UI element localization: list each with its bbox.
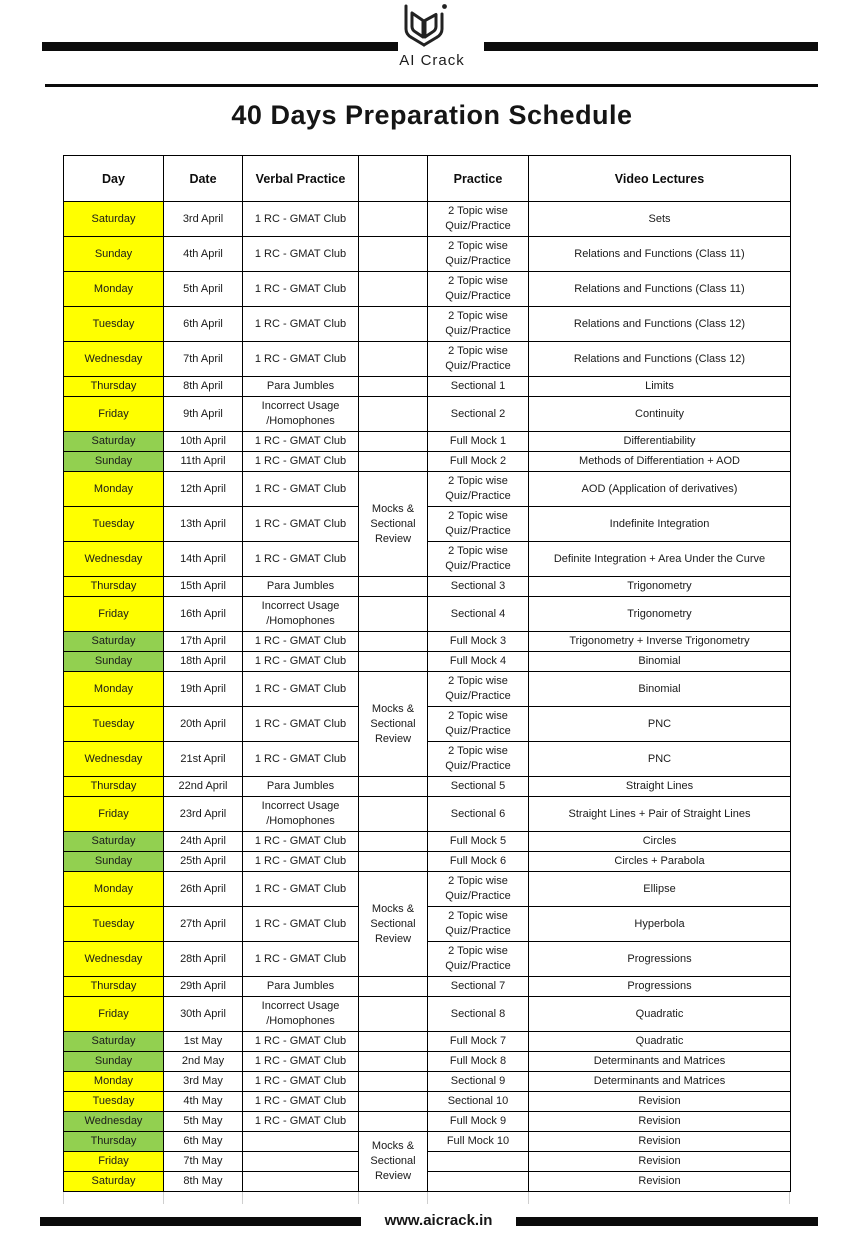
table-row bbox=[64, 652, 791, 672]
video-cell: Quadratic bbox=[529, 997, 791, 1032]
day-cell: Saturday bbox=[64, 1032, 164, 1052]
verbal-cell: 1 RC - GMAT Club bbox=[243, 432, 359, 452]
date-cell: 29th April bbox=[164, 977, 243, 997]
day-cell: Thursday bbox=[64, 377, 164, 397]
mocks-cell bbox=[359, 577, 428, 597]
column-header-practice: Practice bbox=[428, 156, 529, 202]
mocks-cell bbox=[359, 1052, 428, 1072]
video-cell: Indefinite Integration bbox=[529, 507, 791, 542]
mocks-cell bbox=[359, 632, 428, 652]
day-cell: Friday bbox=[64, 397, 164, 432]
practice-cell: Full Mock 10 bbox=[428, 1132, 529, 1152]
video-cell: Differentiability bbox=[529, 432, 791, 452]
mocks-cell bbox=[359, 377, 428, 397]
day-cell: Friday bbox=[64, 597, 164, 632]
video-cell: Straight Lines bbox=[529, 777, 791, 797]
practice-cell bbox=[428, 1152, 529, 1172]
day-cell: Tuesday bbox=[64, 1092, 164, 1112]
date-cell: 5th April bbox=[164, 272, 243, 307]
video-cell: Revision bbox=[529, 1132, 791, 1152]
mocks-cell bbox=[359, 977, 428, 997]
date-cell: 22nd April bbox=[164, 777, 243, 797]
date-cell: 21st April bbox=[164, 742, 243, 777]
video-cell: AOD (Application of derivatives) bbox=[529, 472, 791, 507]
table-row bbox=[64, 1172, 791, 1192]
verbal-cell: 1 RC - GMAT Club bbox=[243, 1112, 359, 1132]
mocks-cell bbox=[359, 237, 428, 272]
verbal-cell: Para Jumbles bbox=[243, 577, 359, 597]
video-cell: Trigonometry + Inverse Trigonometry bbox=[529, 632, 791, 652]
verbal-cell bbox=[243, 1152, 359, 1172]
day-cell: Monday bbox=[64, 672, 164, 707]
table-row bbox=[64, 832, 791, 852]
mocks-cell bbox=[359, 997, 428, 1032]
verbal-cell bbox=[243, 1132, 359, 1152]
video-cell: Hyperbola bbox=[529, 907, 791, 942]
day-cell: Saturday bbox=[64, 632, 164, 652]
table-row bbox=[64, 1052, 791, 1072]
table-row bbox=[64, 202, 791, 237]
date-cell: 30th April bbox=[164, 997, 243, 1032]
table-row bbox=[64, 907, 791, 942]
open-book-logo-icon bbox=[398, 3, 450, 47]
table-row bbox=[64, 577, 791, 597]
date-cell: 6th May bbox=[164, 1132, 243, 1152]
table-row bbox=[64, 777, 791, 797]
table-header-row bbox=[64, 156, 791, 202]
verbal-cell: 1 RC - GMAT Club bbox=[243, 707, 359, 742]
day-cell: Wednesday bbox=[64, 742, 164, 777]
date-cell: 1st May bbox=[164, 1032, 243, 1052]
schedule-table-wrap bbox=[63, 155, 791, 1204]
verbal-cell: 1 RC - GMAT Club bbox=[243, 507, 359, 542]
verbal-cell bbox=[243, 1172, 359, 1192]
video-cell: PNC bbox=[529, 707, 791, 742]
header-rule bbox=[45, 84, 818, 87]
table-row bbox=[64, 707, 791, 742]
table-row bbox=[64, 1112, 791, 1132]
video-cell: PNC bbox=[529, 742, 791, 777]
day-cell: Tuesday bbox=[64, 507, 164, 542]
day-cell: Friday bbox=[64, 797, 164, 832]
mocks-cell: Mocks & Sectional Review bbox=[359, 1132, 428, 1192]
table-row bbox=[64, 1132, 791, 1152]
day-cell: Sunday bbox=[64, 452, 164, 472]
mocks-cell bbox=[359, 432, 428, 452]
verbal-cell: 1 RC - GMAT Club bbox=[243, 852, 359, 872]
day-cell: Friday bbox=[64, 997, 164, 1032]
header-bar-left bbox=[42, 42, 398, 51]
day-cell: Thursday bbox=[64, 577, 164, 597]
table-row bbox=[64, 452, 791, 472]
date-cell: 11th April bbox=[164, 452, 243, 472]
table-row bbox=[64, 472, 791, 507]
verbal-cell: 1 RC - GMAT Club bbox=[243, 672, 359, 707]
practice-cell: Full Mock 3 bbox=[428, 632, 529, 652]
verbal-cell: 1 RC - GMAT Club bbox=[243, 632, 359, 652]
video-cell: Relations and Functions (Class 11) bbox=[529, 272, 791, 307]
table-row bbox=[64, 1032, 791, 1052]
day-cell: Saturday bbox=[64, 1172, 164, 1192]
day-cell: Tuesday bbox=[64, 307, 164, 342]
video-cell: Binomial bbox=[529, 652, 791, 672]
practice-cell: Full Mock 9 bbox=[428, 1112, 529, 1132]
table-row bbox=[64, 377, 791, 397]
table-row bbox=[64, 797, 791, 832]
video-cell: Relations and Functions (Class 12) bbox=[529, 342, 791, 377]
day-cell: Wednesday bbox=[64, 1112, 164, 1132]
verbal-cell: 1 RC - GMAT Club bbox=[243, 1032, 359, 1052]
practice-cell: Sectional 7 bbox=[428, 977, 529, 997]
practice-cell: 2 Topic wise Quiz/Practice bbox=[428, 907, 529, 942]
video-cell: Methods of Differentiation + AOD bbox=[529, 452, 791, 472]
date-cell: 8th May bbox=[164, 1172, 243, 1192]
verbal-cell: 1 RC - GMAT Club bbox=[243, 472, 359, 507]
mocks-cell: Mocks & Sectional Review bbox=[359, 472, 428, 577]
column-header-date: Date bbox=[164, 156, 243, 202]
verbal-cell: 1 RC - GMAT Club bbox=[243, 452, 359, 472]
video-cell: Determinants and Matrices bbox=[529, 1072, 791, 1092]
date-cell: 20th April bbox=[164, 707, 243, 742]
practice-cell: 2 Topic wise Quiz/Practice bbox=[428, 342, 529, 377]
mocks-cell bbox=[359, 797, 428, 832]
day-cell: Monday bbox=[64, 272, 164, 307]
mocks-cell bbox=[359, 307, 428, 342]
date-cell: 7th April bbox=[164, 342, 243, 377]
mocks-cell bbox=[359, 777, 428, 797]
mocks-cell bbox=[359, 272, 428, 307]
verbal-cell: Para Jumbles bbox=[243, 777, 359, 797]
video-cell: Ellipse bbox=[529, 872, 791, 907]
header-bar-right bbox=[484, 42, 818, 51]
date-cell: 17th April bbox=[164, 632, 243, 652]
date-cell: 7th May bbox=[164, 1152, 243, 1172]
mocks-cell bbox=[359, 1072, 428, 1092]
mocks-cell bbox=[359, 202, 428, 237]
practice-cell: Sectional 5 bbox=[428, 777, 529, 797]
practice-cell: Full Mock 6 bbox=[428, 852, 529, 872]
ghost-gridline-row bbox=[63, 1192, 790, 1204]
day-cell: Sunday bbox=[64, 1052, 164, 1072]
table-row bbox=[64, 942, 791, 977]
practice-cell: Sectional 4 bbox=[428, 597, 529, 632]
video-cell: Determinants and Matrices bbox=[529, 1052, 791, 1072]
practice-cell: 2 Topic wise Quiz/Practice bbox=[428, 672, 529, 707]
mocks-cell bbox=[359, 342, 428, 377]
video-cell: Continuity bbox=[529, 397, 791, 432]
practice-cell: Full Mock 7 bbox=[428, 1032, 529, 1052]
schedule-table bbox=[63, 155, 791, 1192]
day-cell: Sunday bbox=[64, 237, 164, 272]
mocks-cell: Mocks & Sectional Review bbox=[359, 672, 428, 777]
day-cell: Monday bbox=[64, 472, 164, 507]
verbal-cell: Para Jumbles bbox=[243, 377, 359, 397]
column-header-verbal: Verbal Practice bbox=[243, 156, 359, 202]
table-row bbox=[64, 397, 791, 432]
day-cell: Tuesday bbox=[64, 907, 164, 942]
verbal-cell: 1 RC - GMAT Club bbox=[243, 942, 359, 977]
date-cell: 27th April bbox=[164, 907, 243, 942]
video-cell: Circles + Parabola bbox=[529, 852, 791, 872]
practice-cell: Full Mock 5 bbox=[428, 832, 529, 852]
video-cell: Sets bbox=[529, 202, 791, 237]
practice-cell: 2 Topic wise Quiz/Practice bbox=[428, 272, 529, 307]
verbal-cell: 1 RC - GMAT Club bbox=[243, 832, 359, 852]
mocks-cell bbox=[359, 1092, 428, 1112]
table-row bbox=[64, 997, 791, 1032]
table-row bbox=[64, 1072, 791, 1092]
day-cell: Thursday bbox=[64, 777, 164, 797]
page-title: 40 Days Preparation Schedule bbox=[231, 100, 633, 130]
mocks-cell: Mocks & Sectional Review bbox=[359, 872, 428, 977]
verbal-cell: 1 RC - GMAT Club bbox=[243, 1072, 359, 1092]
video-cell: Progressions bbox=[529, 977, 791, 997]
table-row bbox=[64, 852, 791, 872]
practice-cell: Sectional 1 bbox=[428, 377, 529, 397]
brand-name: AI Crack bbox=[399, 52, 465, 69]
day-cell: Thursday bbox=[64, 977, 164, 997]
verbal-cell: 1 RC - GMAT Club bbox=[243, 542, 359, 577]
mocks-cell bbox=[359, 1112, 428, 1132]
mocks-cell bbox=[359, 597, 428, 632]
mocks-cell bbox=[359, 452, 428, 472]
video-cell: Trigonometry bbox=[529, 597, 791, 632]
practice-cell: 2 Topic wise Quiz/Practice bbox=[428, 707, 529, 742]
practice-cell: Sectional 3 bbox=[428, 577, 529, 597]
column-header-video: Video Lectures bbox=[529, 156, 791, 202]
practice-cell: Full Mock 4 bbox=[428, 652, 529, 672]
practice-cell: 2 Topic wise Quiz/Practice bbox=[428, 237, 529, 272]
verbal-cell: 1 RC - GMAT Club bbox=[243, 342, 359, 377]
day-cell: Friday bbox=[64, 1152, 164, 1172]
table-row bbox=[64, 507, 791, 542]
table-row bbox=[64, 432, 791, 452]
column-header-mocks bbox=[359, 156, 428, 202]
practice-cell: 2 Topic wise Quiz/Practice bbox=[428, 942, 529, 977]
table-row bbox=[64, 977, 791, 997]
video-cell: Definite Integration + Area Under the Curve bbox=[529, 542, 791, 577]
verbal-cell: 1 RC - GMAT Club bbox=[243, 652, 359, 672]
website-url: www.aicrack.in bbox=[384, 1212, 493, 1229]
table-row bbox=[64, 342, 791, 377]
video-cell: Straight Lines + Pair of Straight Lines bbox=[529, 797, 791, 832]
date-cell: 3rd May bbox=[164, 1072, 243, 1092]
video-cell: Relations and Functions (Class 12) bbox=[529, 307, 791, 342]
mocks-cell bbox=[359, 832, 428, 852]
date-cell: 4th April bbox=[164, 237, 243, 272]
table-row bbox=[64, 542, 791, 577]
practice-cell: 2 Topic wise Quiz/Practice bbox=[428, 307, 529, 342]
verbal-cell: 1 RC - GMAT Club bbox=[243, 272, 359, 307]
practice-cell: 2 Topic wise Quiz/Practice bbox=[428, 472, 529, 507]
video-cell: Relations and Functions (Class 11) bbox=[529, 237, 791, 272]
mocks-cell bbox=[359, 397, 428, 432]
date-cell: 2nd May bbox=[164, 1052, 243, 1072]
verbal-cell: 1 RC - GMAT Club bbox=[243, 872, 359, 907]
practice-cell: Full Mock 2 bbox=[428, 452, 529, 472]
day-cell: Saturday bbox=[64, 832, 164, 852]
date-cell: 3rd April bbox=[164, 202, 243, 237]
day-cell: Saturday bbox=[64, 432, 164, 452]
table-row bbox=[64, 672, 791, 707]
verbal-cell: Incorrect Usage /Homophones bbox=[243, 397, 359, 432]
table-row bbox=[64, 742, 791, 777]
video-cell: Trigonometry bbox=[529, 577, 791, 597]
practice-cell: Sectional 2 bbox=[428, 397, 529, 432]
date-cell: 23rd April bbox=[164, 797, 243, 832]
practice-cell: Full Mock 8 bbox=[428, 1052, 529, 1072]
date-cell: 15th April bbox=[164, 577, 243, 597]
date-cell: 14th April bbox=[164, 542, 243, 577]
practice-cell: 2 Topic wise Quiz/Practice bbox=[428, 507, 529, 542]
practice-cell: 2 Topic wise Quiz/Practice bbox=[428, 542, 529, 577]
day-cell: Saturday bbox=[64, 202, 164, 237]
table-row bbox=[64, 872, 791, 907]
table-row bbox=[64, 272, 791, 307]
date-cell: 25th April bbox=[164, 852, 243, 872]
table-row bbox=[64, 307, 791, 342]
date-cell: 6th April bbox=[164, 307, 243, 342]
verbal-cell: 1 RC - GMAT Club bbox=[243, 202, 359, 237]
date-cell: 16th April bbox=[164, 597, 243, 632]
verbal-cell: Para Jumbles bbox=[243, 977, 359, 997]
date-cell: 8th April bbox=[164, 377, 243, 397]
day-cell: Wednesday bbox=[64, 542, 164, 577]
date-cell: 26th April bbox=[164, 872, 243, 907]
practice-cell: Sectional 10 bbox=[428, 1092, 529, 1112]
verbal-cell: 1 RC - GMAT Club bbox=[243, 237, 359, 272]
video-cell: Revision bbox=[529, 1092, 791, 1112]
practice-cell: Sectional 9 bbox=[428, 1072, 529, 1092]
day-cell: Wednesday bbox=[64, 342, 164, 377]
practice-cell: 2 Topic wise Quiz/Practice bbox=[428, 202, 529, 237]
day-cell: Monday bbox=[64, 872, 164, 907]
day-cell: Sunday bbox=[64, 652, 164, 672]
date-cell: 5th May bbox=[164, 1112, 243, 1132]
practice-cell: 2 Topic wise Quiz/Practice bbox=[428, 742, 529, 777]
verbal-cell: 1 RC - GMAT Club bbox=[243, 742, 359, 777]
date-cell: 4th May bbox=[164, 1092, 243, 1112]
video-cell: Binomial bbox=[529, 672, 791, 707]
table-row bbox=[64, 1152, 791, 1172]
table-row bbox=[64, 597, 791, 632]
mocks-cell bbox=[359, 1032, 428, 1052]
mocks-cell bbox=[359, 652, 428, 672]
video-cell: Revision bbox=[529, 1112, 791, 1132]
verbal-cell: Incorrect Usage /Homophones bbox=[243, 797, 359, 832]
practice-cell bbox=[428, 1172, 529, 1192]
practice-cell: Full Mock 1 bbox=[428, 432, 529, 452]
table-row bbox=[64, 632, 791, 652]
table-row bbox=[64, 237, 791, 272]
date-cell: 12th April bbox=[164, 472, 243, 507]
verbal-cell: 1 RC - GMAT Club bbox=[243, 907, 359, 942]
video-cell: Limits bbox=[529, 377, 791, 397]
verbal-cell: 1 RC - GMAT Club bbox=[243, 1052, 359, 1072]
date-cell: 9th April bbox=[164, 397, 243, 432]
practice-cell: Sectional 8 bbox=[428, 997, 529, 1032]
day-cell: Wednesday bbox=[64, 942, 164, 977]
day-cell: Sunday bbox=[64, 852, 164, 872]
mocks-cell bbox=[359, 852, 428, 872]
verbal-cell: 1 RC - GMAT Club bbox=[243, 1092, 359, 1112]
video-cell: Circles bbox=[529, 832, 791, 852]
video-cell: Revision bbox=[529, 1152, 791, 1172]
verbal-cell: Incorrect Usage /Homophones bbox=[243, 997, 359, 1032]
footer-bar-right bbox=[516, 1217, 818, 1226]
table-row bbox=[64, 1092, 791, 1112]
footer-bar-left bbox=[40, 1217, 361, 1226]
video-cell: Revision bbox=[529, 1172, 791, 1192]
date-cell: 18th April bbox=[164, 652, 243, 672]
day-cell: Thursday bbox=[64, 1132, 164, 1152]
date-cell: 24th April bbox=[164, 832, 243, 852]
date-cell: 10th April bbox=[164, 432, 243, 452]
day-cell: Monday bbox=[64, 1072, 164, 1092]
verbal-cell: 1 RC - GMAT Club bbox=[243, 307, 359, 342]
date-cell: 28th April bbox=[164, 942, 243, 977]
day-cell: Tuesday bbox=[64, 707, 164, 742]
video-cell: Progressions bbox=[529, 942, 791, 977]
practice-cell: 2 Topic wise Quiz/Practice bbox=[428, 872, 529, 907]
column-header-day: Day bbox=[64, 156, 164, 202]
practice-cell: Sectional 6 bbox=[428, 797, 529, 832]
video-cell: Quadratic bbox=[529, 1032, 791, 1052]
date-cell: 19th April bbox=[164, 672, 243, 707]
verbal-cell: Incorrect Usage /Homophones bbox=[243, 597, 359, 632]
date-cell: 13th April bbox=[164, 507, 243, 542]
